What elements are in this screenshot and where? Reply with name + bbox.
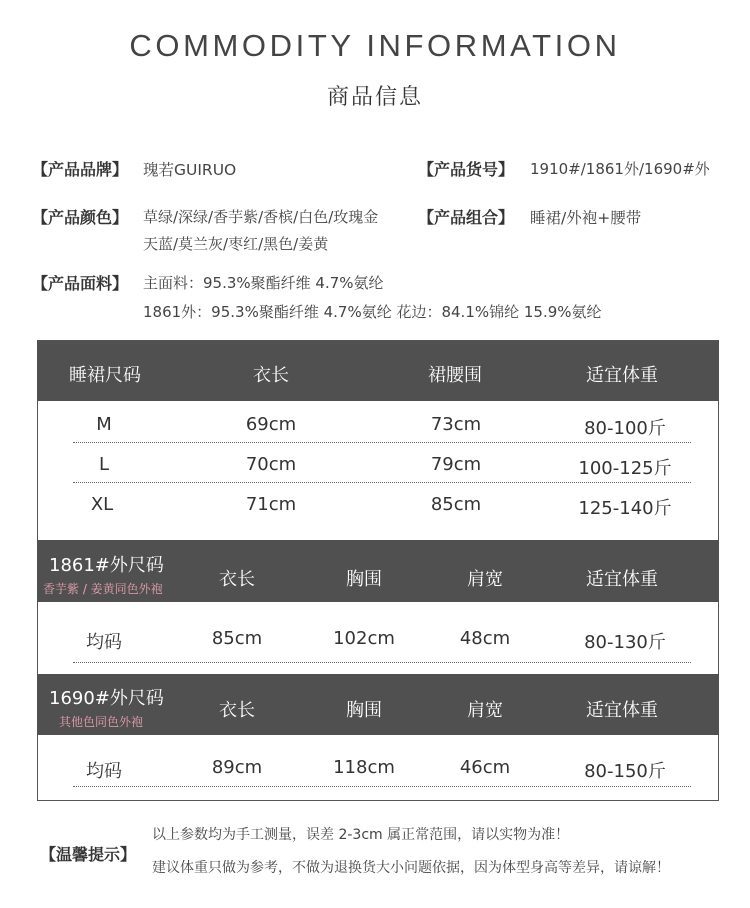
row-divider: [73, 482, 691, 483]
tips-line2: 建议体重只做为参考，不做为退换货大小问题依据，因为体型身高等差异，请谅解！: [152, 860, 670, 876]
row-divider: [73, 442, 691, 443]
table2-header-length: 衣长: [219, 569, 255, 590]
fabric-value-line1: 主面料：95.3%聚酯纤维 4.7%氨纶: [143, 274, 384, 292]
table2-header: [37, 540, 719, 602]
table1-header-waist: 裙腰围: [428, 365, 482, 386]
table1-r2-weight: 100-125斤: [578, 458, 672, 479]
fabric-label: 【产品面料】: [32, 274, 129, 293]
color-value-line2: 天蓝/莫兰灰/枣红/黑色/姜黄: [143, 235, 329, 253]
table2-title: 1861#外尺码: [49, 555, 164, 576]
table3-header-weight: 适宜体重: [586, 700, 658, 721]
brand-value: 瑰若GUIRUO: [143, 161, 237, 179]
title-english: COMMODITY INFORMATION: [129, 28, 621, 63]
title-chinese: 商品信息: [326, 85, 423, 110]
table3-r1-weight: 80-150斤: [584, 761, 666, 782]
table1-header-length: 衣长: [253, 365, 289, 386]
row-divider: [73, 786, 691, 787]
item-no-label: 【产品货号】: [418, 160, 515, 179]
table3-header-shoulder: 肩宽: [467, 700, 503, 721]
item-no-value: 1910#/1861外/1690#外: [530, 160, 710, 178]
table1-r2-length: 70cm: [245, 454, 297, 475]
table1-r3-weight: 125-140斤: [578, 498, 672, 519]
tips-line1: 以上参数均为手工测量，误差 2-3cm 属正常范围，请以实物为准！: [152, 827, 570, 843]
table1-r3-length: 71cm: [245, 494, 297, 515]
brand-label: 【产品品牌】: [32, 160, 129, 179]
table3-header-length: 衣长: [219, 700, 255, 721]
table1-header-size: 睡裙尺码: [69, 365, 141, 386]
table2-subtitle: 香芋紫 / 姜黄同色外袍: [43, 582, 163, 596]
table3-r1-length: 89cm: [211, 757, 263, 778]
table2-r1-weight: 80-130斤: [584, 632, 666, 653]
row-divider: [73, 662, 691, 663]
combo-label: 【产品组合】: [418, 208, 515, 227]
table1-r2-size: L: [98, 454, 110, 475]
table2-header-weight: 适宜体重: [586, 569, 658, 590]
table1-r1-waist: 73cm: [430, 414, 482, 435]
table1-r2-waist: 79cm: [430, 454, 482, 475]
table3-title: 1690#外尺码: [49, 688, 164, 709]
table2-r1-chest: 102cm: [333, 628, 395, 649]
table1-r1-size: M: [96, 414, 112, 435]
table3-header-chest: 胸围: [346, 700, 382, 721]
table2-header-shoulder: 肩宽: [467, 569, 503, 590]
table1-r3-size: XL: [90, 494, 114, 515]
table3-r1-shoulder: 46cm: [459, 757, 511, 778]
table1-header-weight: 适宜体重: [586, 365, 658, 386]
tips-label: 【温馨提示】: [40, 845, 137, 864]
table1-r1-length: 69cm: [245, 414, 297, 435]
combo-value: 睡裙/外袍+腰带: [530, 209, 642, 227]
table2-r1-length: 85cm: [211, 628, 263, 649]
table3-r1-chest: 118cm: [333, 757, 395, 778]
table3-header: [37, 674, 719, 735]
table2-r1-size: 均码: [86, 632, 122, 653]
table1-r3-waist: 85cm: [430, 494, 482, 515]
color-label: 【产品颜色】: [32, 208, 129, 227]
table2-header-chest: 胸围: [346, 569, 382, 590]
table3-r1-size: 均码: [86, 761, 122, 782]
fabric-value-line2: 1861外：95.3%聚酯纤维 4.7%氨纶 花边：84.1%锦纶 15.9%氨纶: [143, 303, 602, 321]
color-value-line1: 草绿/深绿/香芋紫/香槟/白色/玫瑰金: [143, 208, 379, 226]
table2-r1-shoulder: 48cm: [459, 628, 511, 649]
table3-subtitle: 其他色同色外袍: [59, 715, 144, 729]
table1-header: [37, 341, 719, 401]
table1-r1-weight: 80-100斤: [584, 418, 666, 439]
